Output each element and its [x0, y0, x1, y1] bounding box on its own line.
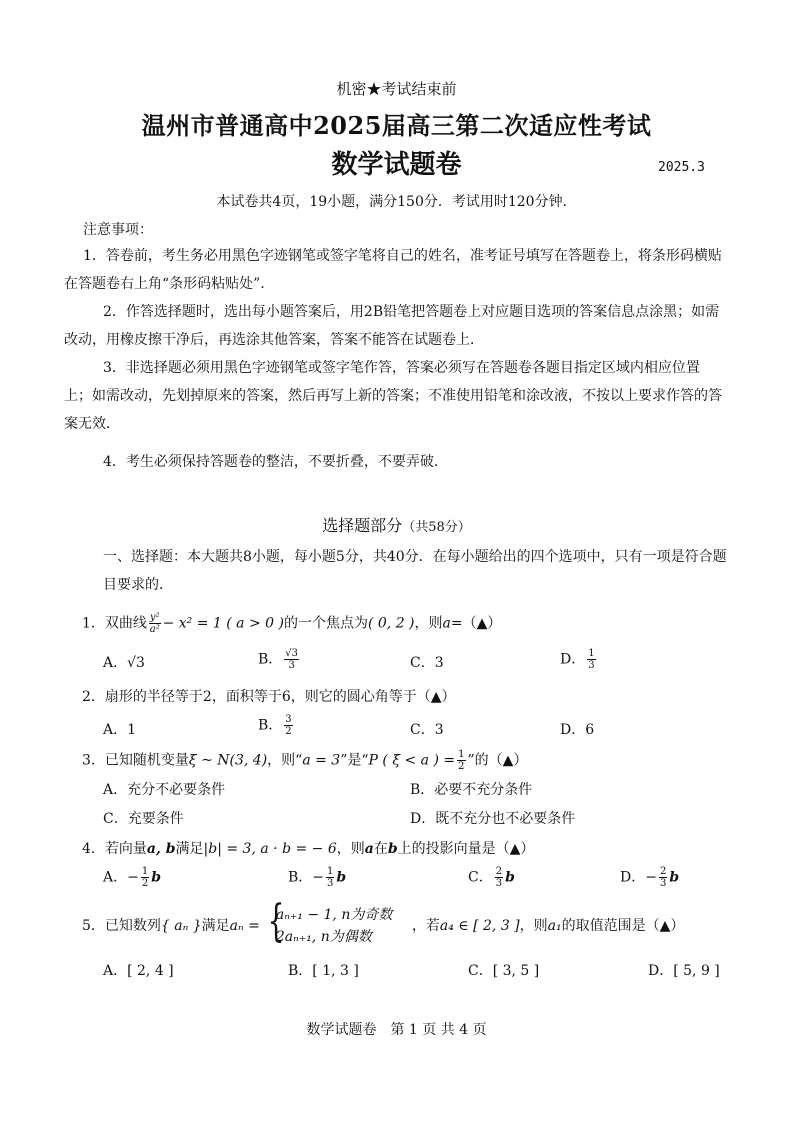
- q5-text-e: 的取值范围是（: [561, 918, 660, 934]
- q4-option-b-label: B．−: [288, 869, 325, 886]
- q1-number: 1．: [82, 615, 105, 632]
- q4-text-b: 满足: [175, 841, 204, 857]
- q1-frac-den: a²: [149, 624, 160, 635]
- answer-triangle-icon: ▲: [659, 918, 671, 934]
- q3-condition-a: a = 3: [302, 752, 341, 769]
- q4-option-a-fraction: [141, 866, 149, 889]
- exam-date: 2025.3: [658, 160, 705, 175]
- q1-option-d: [560, 648, 598, 671]
- answer-triangle-icon: ▲: [509, 841, 521, 857]
- question-5: 5．已知数列{ aₙ }满足aₙ = { aₙ₊₁ − 1, n为奇数 2aₙ₊₁, n为偶数 ，若a₄ ∈ [ 2, 3 ]，则a₁的取值范围是（▲）: [82, 896, 685, 947]
- q5-a4-range: a₄ ∈ [ 2, 3 ]: [439, 918, 520, 934]
- exam-title: 温州市普通高中2025届高三第二次适应性考试: [141, 111, 652, 140]
- q4-option-b-den: 3: [327, 878, 334, 889]
- q4-option-c-fraction: [495, 866, 503, 889]
- q3-option-a: A．充分不必要条件: [103, 782, 226, 798]
- q1-fraction: [149, 612, 161, 635]
- q1-option-d-label: D．: [560, 651, 586, 668]
- q4-option-b-var: b: [336, 869, 347, 886]
- q2-option-a: A．1: [103, 722, 137, 738]
- q2-option-b-fraction: [284, 714, 292, 737]
- q3-fraction: [457, 749, 465, 772]
- answer-triangle-icon: ▲: [476, 615, 488, 632]
- q3-text-d: ”的（: [467, 752, 503, 769]
- q2-option-b-num: 3: [285, 714, 292, 725]
- exam-subtitle: 数学试题卷: [331, 150, 462, 180]
- section-title-text: 选择题部分: [322, 516, 403, 535]
- q5-text-d: ，则: [519, 918, 548, 934]
- q3-text-a: 已知随机变量: [104, 752, 189, 769]
- q4-condition: |b| = 3, a · b = − 6: [203, 841, 337, 857]
- q1-text-c: ，则: [414, 615, 443, 632]
- q2-option-b-label: B．: [258, 717, 283, 734]
- q4-option-a-var: b: [151, 869, 162, 886]
- q1-option-d-den: 3: [588, 660, 595, 671]
- q1-option-b-den: 3: [288, 660, 295, 671]
- q3-option-d: D．既不充分也不必要条件: [410, 811, 576, 827]
- section-instruction-text: 一、选择题：本大题共8小题，每小题5分，共40分．在每小题给出的四个选项中，只有一项是符合题目要求的．: [103, 549, 727, 593]
- q4-text-e: 上的投影向量是（: [397, 841, 510, 857]
- section-instruction: [64, 543, 728, 599]
- q2-option-c: C．3: [410, 722, 444, 738]
- section-title: [0, 513, 793, 536]
- q1-text-a: 双曲线: [104, 615, 147, 632]
- q1-option-b-fraction: [284, 648, 299, 671]
- q3-distribution: ξ ~ N(3, 4): [188, 752, 268, 769]
- question-4: 4．若向量a, b满足|b| = 3, a · b = − 6，则a在b上的投影向量是（▲）: [82, 841, 535, 857]
- q4-text-a: 若向量: [104, 841, 147, 857]
- q4-text-d: 在: [373, 841, 388, 857]
- note-item-2: 2．作答选择题时，选出每小题答案后，用2B铅笔把答题卷上对应题目选项的答案信息点涂黑；如需改动，用橡皮擦干净后，再选涂其他答案，答案不能答在试题卷上．: [64, 304, 720, 348]
- answer-triangle-icon: ▲: [430, 689, 442, 705]
- q3-text-b: ，则“: [267, 752, 303, 769]
- q4-option-c-num: 2: [495, 866, 503, 877]
- answer-triangle-icon: ▲: [502, 752, 514, 769]
- q4-option-c-var: b: [505, 869, 515, 886]
- note-item-1: [64, 242, 722, 298]
- notes-title: 注意事项：: [83, 222, 153, 238]
- question-3: 3．已知随机变量ξ ~ N(3, 4)，则“a = 3”是“P ( ξ < a ) = $\frac{1}{2}$ ”的（▲）: [82, 749, 528, 772]
- q5-text-c: ，若: [411, 918, 440, 934]
- q4-option-d-label: D．−: [620, 869, 657, 886]
- q1-option-c: C．3: [410, 655, 444, 671]
- q4-option-c-den: 3: [495, 878, 503, 889]
- q5-text-b: 满足: [201, 918, 230, 934]
- q3-option-b: B．必要不充分条件: [410, 782, 533, 798]
- note-item-4: 4．考生必须保持答题卷的整洁，不要折叠，不要弄破．: [103, 454, 448, 470]
- q4-option-a-num: 1: [141, 866, 149, 877]
- q4-option-d-num: 2: [659, 866, 667, 877]
- q3-frac-den: 2: [458, 761, 465, 772]
- q5-piecewise: [262, 896, 412, 948]
- q5-text-a: 已知数列: [104, 918, 161, 934]
- q4-option-c-label: C．: [468, 869, 493, 886]
- q4-option-b-fraction: [326, 866, 334, 889]
- q4-option-d-var: b: [669, 869, 680, 886]
- q1-text-b: 的一个焦点为: [283, 615, 368, 632]
- q4-vectors: a, b: [146, 841, 176, 857]
- note-item-1-text: 1．答卷前，考生务必用黑色字迹钢笔或签字笔将自己的姓名，准考证号填写在答题卷上，将条形码横贴在答题卷右上角“条形码粘贴处”．: [64, 248, 722, 292]
- q5-option-d: D．[ 5, 9 ]: [648, 963, 720, 979]
- q5-option-b: B．[ 1, 3 ]: [288, 963, 359, 979]
- q1-option-b-num: √3: [285, 648, 299, 659]
- q2-option-b: [258, 714, 295, 737]
- q1-point: ( 0, 2 ): [367, 615, 415, 632]
- q2-option-d: D．6: [560, 722, 595, 738]
- q5-option-c: C．[ 3, 5 ]: [468, 963, 540, 979]
- q4-option-b-num: 1: [327, 866, 334, 877]
- q5-number: 5．: [82, 918, 105, 934]
- q4-vector-a: a: [364, 841, 374, 857]
- q3-frac-num: 1: [458, 749, 465, 760]
- q5-case-odd: aₙ₊₁ − 1, n为奇数: [275, 907, 393, 923]
- q4-option-a-label: A．−: [103, 869, 139, 886]
- note-item-3: 3．非选择题必须用黑色字迹钢笔或签字笔作答，答案必须写在答题卷各题目指定区域内相应位置上；如需改动，先划掉原来的答案，然后再写上新的答案；不准使用铅笔和涂改液，不按以上要求作答的答案无效．: [64, 360, 722, 432]
- q4-number: 4．: [82, 841, 105, 857]
- q2-number: 2．: [82, 689, 105, 705]
- q2-text: 扇形的半径等于2，面积等于6，则它的圆心角等于（: [104, 689, 431, 705]
- q4-vector-b: b: [387, 841, 398, 857]
- confidential-label: 机密★考试结束前: [336, 80, 457, 98]
- q5-a1: a₁: [547, 918, 562, 934]
- q3-option-c: C．充要条件: [103, 811, 184, 827]
- q3-probability: P ( ξ < a ) =: [368, 752, 456, 769]
- q1-frac-num: y²: [149, 612, 160, 623]
- q1-option-b-label: B．: [258, 651, 283, 668]
- q5-sequence: { aₙ }: [160, 918, 202, 934]
- page-footer: 数学试题卷 第 1 页 共 4 页: [306, 1022, 487, 1038]
- q3-text-c: ”是“: [340, 752, 369, 769]
- q4-option-d-den: 3: [659, 878, 667, 889]
- q1-option-a: A．√3: [103, 655, 145, 671]
- question-1: 1．双曲线 $\frac{\text{y²}}{\text{a²}}$ − x² = 1 ( a > 0 )的一个焦点为( 0, 2 )，则a=（▲）: [82, 612, 502, 635]
- q4-option-b: [288, 866, 346, 889]
- q3-number: 3．: [82, 752, 105, 769]
- q5-option-a: A．[ 2, 4 ]: [103, 963, 174, 979]
- q1-var: a: [442, 615, 451, 632]
- q4-option-d: [620, 866, 679, 889]
- left-brace-icon: {: [267, 896, 285, 947]
- section-score: （共58分）: [402, 520, 471, 535]
- q1-option-d-num: 1: [588, 648, 595, 659]
- q5-an: aₙ =: [229, 918, 260, 934]
- q5-case-even: 2aₙ₊₁, n为偶数: [275, 929, 372, 945]
- q1-option-d-fraction: [587, 648, 595, 671]
- q1-option-b: [258, 648, 301, 671]
- q4-text-c: ，则: [336, 841, 365, 857]
- q4-option-a-den: 2: [141, 878, 149, 889]
- q1-text-d: =（: [450, 615, 477, 632]
- exam-intro: 本试卷共4页，19小题，满分150分．考试用时120分钟．: [216, 194, 577, 210]
- q4-option-a: [103, 866, 161, 889]
- q4-option-c: [468, 866, 515, 889]
- question-2: 2．扇形的半径等于2，面积等于6，则它的圆心角等于（▲）: [82, 689, 456, 705]
- q2-option-b-den: 2: [285, 726, 292, 737]
- q1-equation: − x² = 1 ( a > 0 ): [162, 615, 284, 632]
- q4-option-d-fraction: [659, 866, 667, 889]
